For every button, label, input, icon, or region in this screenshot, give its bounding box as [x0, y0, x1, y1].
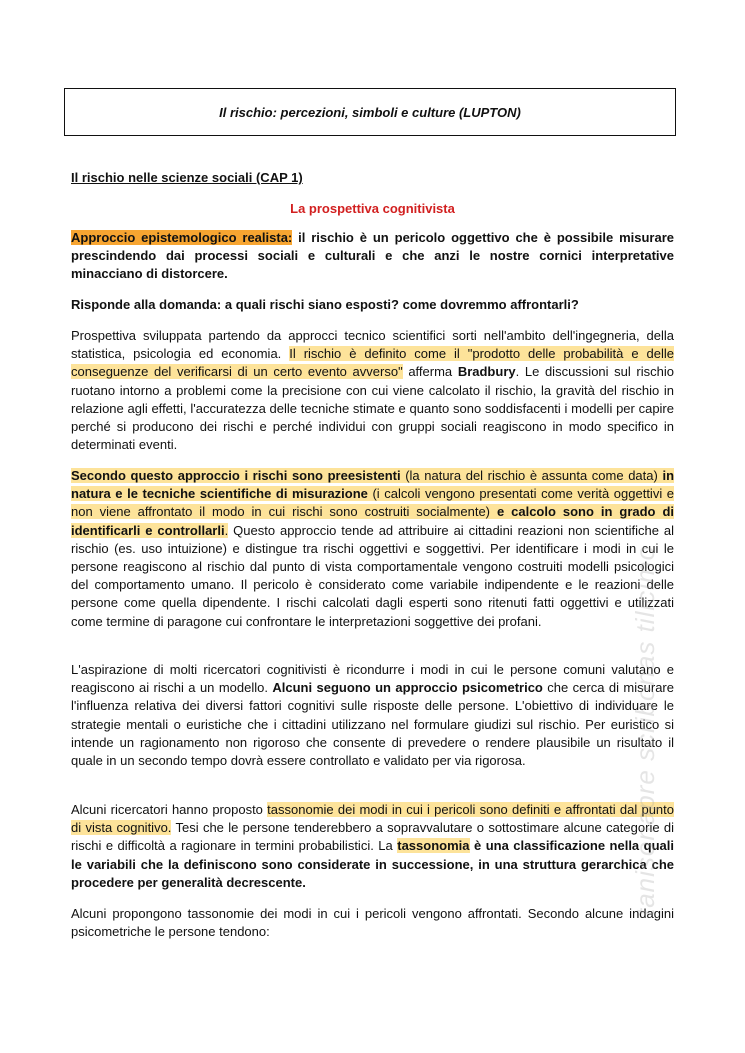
- highlight-bold: in natura e le tecniche scientifiche di misurazione: [71, 468, 675, 502]
- approach-definition: il rischio è un pericolo oggettivo che è possibile misurare prescindendo dai processi sociali e culturali e che anzi le nostre cornici interpretative minacciano di distorcere.: [71, 230, 674, 282]
- section-heading: Il rischio nelle scienze sociali (CAP 1): [71, 170, 303, 185]
- subsection-heading: La prospettiva cognitivista: [290, 201, 455, 216]
- highlight-bold: Secondo questo approccio i rischi sono preesistenti: [71, 468, 401, 483]
- author-name: Bradbury: [457, 364, 516, 380]
- approach-label: Approccio epistemologico realista:: [71, 230, 293, 245]
- watermark-text: tanisonapre scribonas tilicimo: [630, 544, 661, 916]
- text-run: afferma: [402, 364, 458, 380]
- highlight-text: tassonomie dei modi in cui i pericoli sono definiti e affrontati dal punto di vista cognitivo.: [71, 802, 674, 836]
- paragraph-approach: [71, 229, 674, 284]
- highlight-bold: tassonomia: [397, 838, 470, 854]
- paragraph-psychometric: [71, 661, 674, 770]
- paragraph-taxonomies: [71, 801, 674, 892]
- highlight-text: .: [224, 522, 229, 538]
- bold-text: Alcuni seguono un approccio psicometrico: [272, 680, 543, 696]
- document-title-box: [64, 88, 676, 136]
- text-run: Tesi che le persone tenderebbero a sopravvalutare o sottostimare alcune categorie di rischi e difficoltà a ragionare in termini probabilistici. La: [71, 820, 674, 854]
- text-run: L'aspirazione di molti ricercatori cognitivisti è ricondurre i modi in cui le persone comuni valutano e reagiscono ai rischi a un modello.: [71, 662, 674, 696]
- text-run: Alcuni ricercatori hanno proposto: [71, 802, 268, 817]
- text-run: Questo approccio tende ad attribuire ai cittadini reazioni non scientifiche al rischio (es. uso intuizione) e distingue tra rischi oggettivi e soggettivi. Per identificare i modi in cui le persone reagiscono al rischio dal punto di vista comportamentale vengono costruiti modelli psicologici del comportamento umano. Il pericolo è considerato come variabile indipendente e le reazioni delle persone come quella dipendente. I rischi calcolati dagli esperti sono ritenuti fatti oggettivi e utilizzati come termine di paragone cui confrontare le interpretazioni soggettive dei profani.: [71, 522, 674, 629]
- paragraph-question: [71, 296, 674, 314]
- highlight-text: (i calcoli vengono presentati come verità oggettivi e non viene affrontato il modo in cui rischi sono costruiti socialmente): [71, 486, 675, 520]
- paragraph-perspective: [71, 327, 674, 454]
- text-run: Prospettiva sviluppata partendo da approcci tecnico scientifici sorti nell'ambito dell'ingegneria, della statistica, psicologia ed economia.: [71, 328, 674, 362]
- watermark: [626, 540, 666, 920]
- highlight-definition: Il rischio è definito come il "prodotto delle probabilità e delle conseguenze del verificarsi di un certo evento avverso": [71, 346, 674, 380]
- text-run: Alcuni propongono tassonomie dei modi in cui i pericoli vengono affrontati. Secondo alcune indagini psicometriche le persone tendono:: [71, 906, 674, 940]
- highlight-text: (la natura del rischio è assunta come data): [400, 468, 663, 483]
- highlight-bold: e calcolo sono in grado di identificarli e controllarli: [71, 504, 674, 538]
- text-run: . Le discussioni sul rischio ruotano intorno a problemi come la precisione con cui viene calcolato il rischio, la gravità del rischio in relazione agli effetti, l'accuratezza delle tecniche stimate e quanto sono soddisfacenti i modelli per capire perché si producono dei rischi e perché individui con gruppi sociali reagiscono in modo specifico in determinati eventi.: [71, 364, 674, 453]
- text-run: che cerca di misurare l'influenza relativa dei diversi fattori cognitivi sulle risposte delle persone. L'obiettivo di individuare le strategie mentali o euristiche che i cittadini utilizzano nel formulare giudizi sul rischio. Per euristico si intende un ragionamento non rigoroso che consente di prevedere o rendere plausibile un risultato il quale in un secondo tempo dovrà essere controllato e validato per via rigorosa.: [71, 680, 674, 769]
- paragraph-closing: [71, 905, 674, 941]
- document-title: Il rischio: percezioni, simboli e culture (LUPTON): [219, 104, 521, 120]
- question-text: Risponde alla domanda: a quali rischi siano esposti? come dovremmo affrontarli?: [71, 297, 579, 312]
- bold-text: è una classificazione nella quali le variabili che la definiscono sono considerate in successione, in una struttura gerarchica che procedere per generalità decrescente.: [71, 838, 674, 890]
- paragraph-preexisting-risks: [71, 467, 674, 631]
